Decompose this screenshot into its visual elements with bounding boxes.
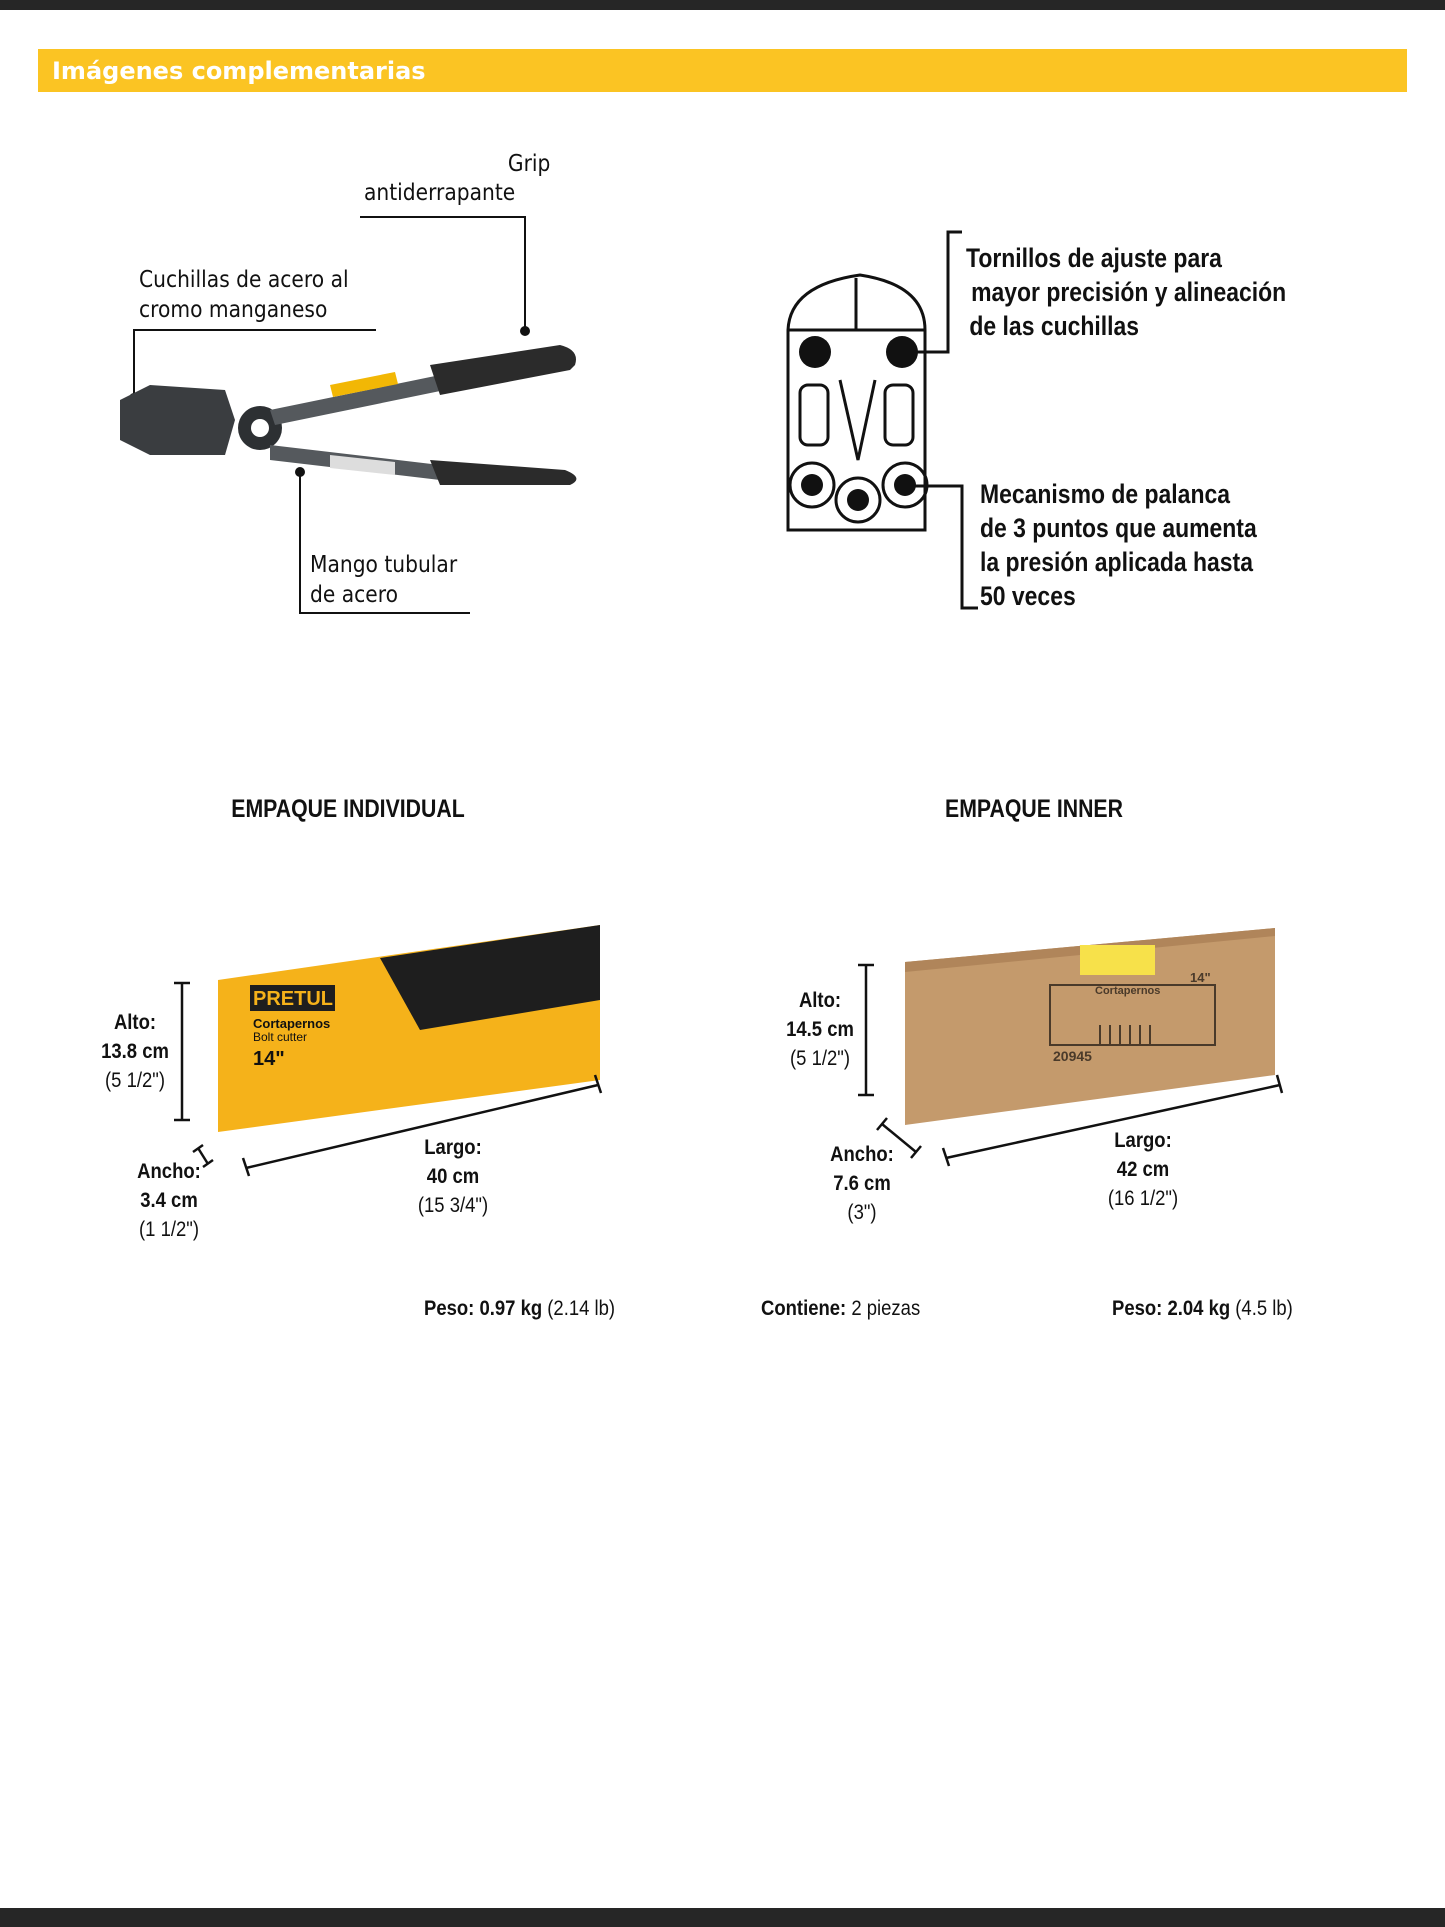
callout-line: de las cuchillas [969,311,1140,341]
peso-value: 0.97 kg [479,1297,543,1320]
inner-title: EMPAQUE INNER [945,795,1123,823]
dim-value: 3.4 cm [140,1189,198,1212]
dim-inch: (3") [847,1201,877,1224]
dim-value: 40 cm [426,1165,480,1188]
dim-label: Largo: [424,1136,482,1159]
callout-line: 50 veces [980,581,1076,611]
bottom-bar [0,1908,1445,1927]
dim-label: Alto: [113,1011,157,1034]
peso-label: Peso: [424,1297,475,1320]
inner-alto [780,986,859,1073]
callout-line: cromo manganeso [139,297,328,323]
peso-label: Peso: [1112,1297,1163,1320]
inner-box-code: 20945 [1053,1048,1092,1064]
callout-line: Tornillos de ajuste para [966,243,1222,273]
individual-title: EMPAQUE INDIVIDUAL [231,795,465,823]
callout-line: de acero [310,582,398,608]
dim-label: Alto: [798,989,842,1012]
dim-label: Ancho: [137,1160,201,1183]
contiene-label: Contiene: [761,1297,847,1320]
dim-inch: (1 1/2") [139,1218,199,1241]
inner-box-product: Cortapernos [1095,985,1161,997]
section-title: Imágenes complementarias [52,57,426,85]
dim-label: Largo: [1114,1129,1172,1152]
callout-line: Mango tubular [310,552,458,578]
callout-line: de 3 puntos que aumenta [980,513,1257,543]
peso-value: 2.04 kg [1167,1297,1231,1320]
callout-line: mayor precisión y alineación [971,277,1287,307]
callout-line: Mecanismo de palanca [980,479,1231,509]
contiene-value: 2 piezas [851,1297,921,1320]
box-product: Cortapernos [253,1016,331,1031]
callout-line: Grip [507,151,551,177]
dim-value: 7.6 cm [833,1172,891,1195]
box-sub: Bolt cutter [253,1030,308,1044]
callout-line: la presión aplicada hasta [980,547,1253,577]
inner-peso [1112,1297,1293,1321]
dim-value: 13.8 cm [101,1040,169,1063]
peso-extra: (4.5 lb) [1235,1297,1293,1320]
dim-inch: (16 1/2") [1107,1187,1179,1210]
peso-extra: (2.14 lb) [547,1297,616,1320]
dim-inch: (15 3/4") [417,1194,489,1217]
inner-ancho [822,1140,901,1227]
dim-label: Ancho: [830,1143,894,1166]
dim-value: 14.5 cm [786,1018,854,1041]
box-brand: PRETUL [253,988,333,1010]
inner-largo [1103,1126,1182,1213]
callout-line: Cuchillas de acero al [139,267,349,293]
box-size: 14" [253,1048,285,1070]
inner-box-size: 14" [1190,970,1211,985]
individual-peso [424,1297,615,1321]
inner-contiene [761,1297,920,1321]
dim-inch: (5 1/2") [105,1069,165,1092]
callout-grip-2: antiderrapante [364,180,516,206]
dim-inch: (5 1/2") [790,1047,850,1070]
dim-value: 42 cm [1116,1158,1170,1181]
